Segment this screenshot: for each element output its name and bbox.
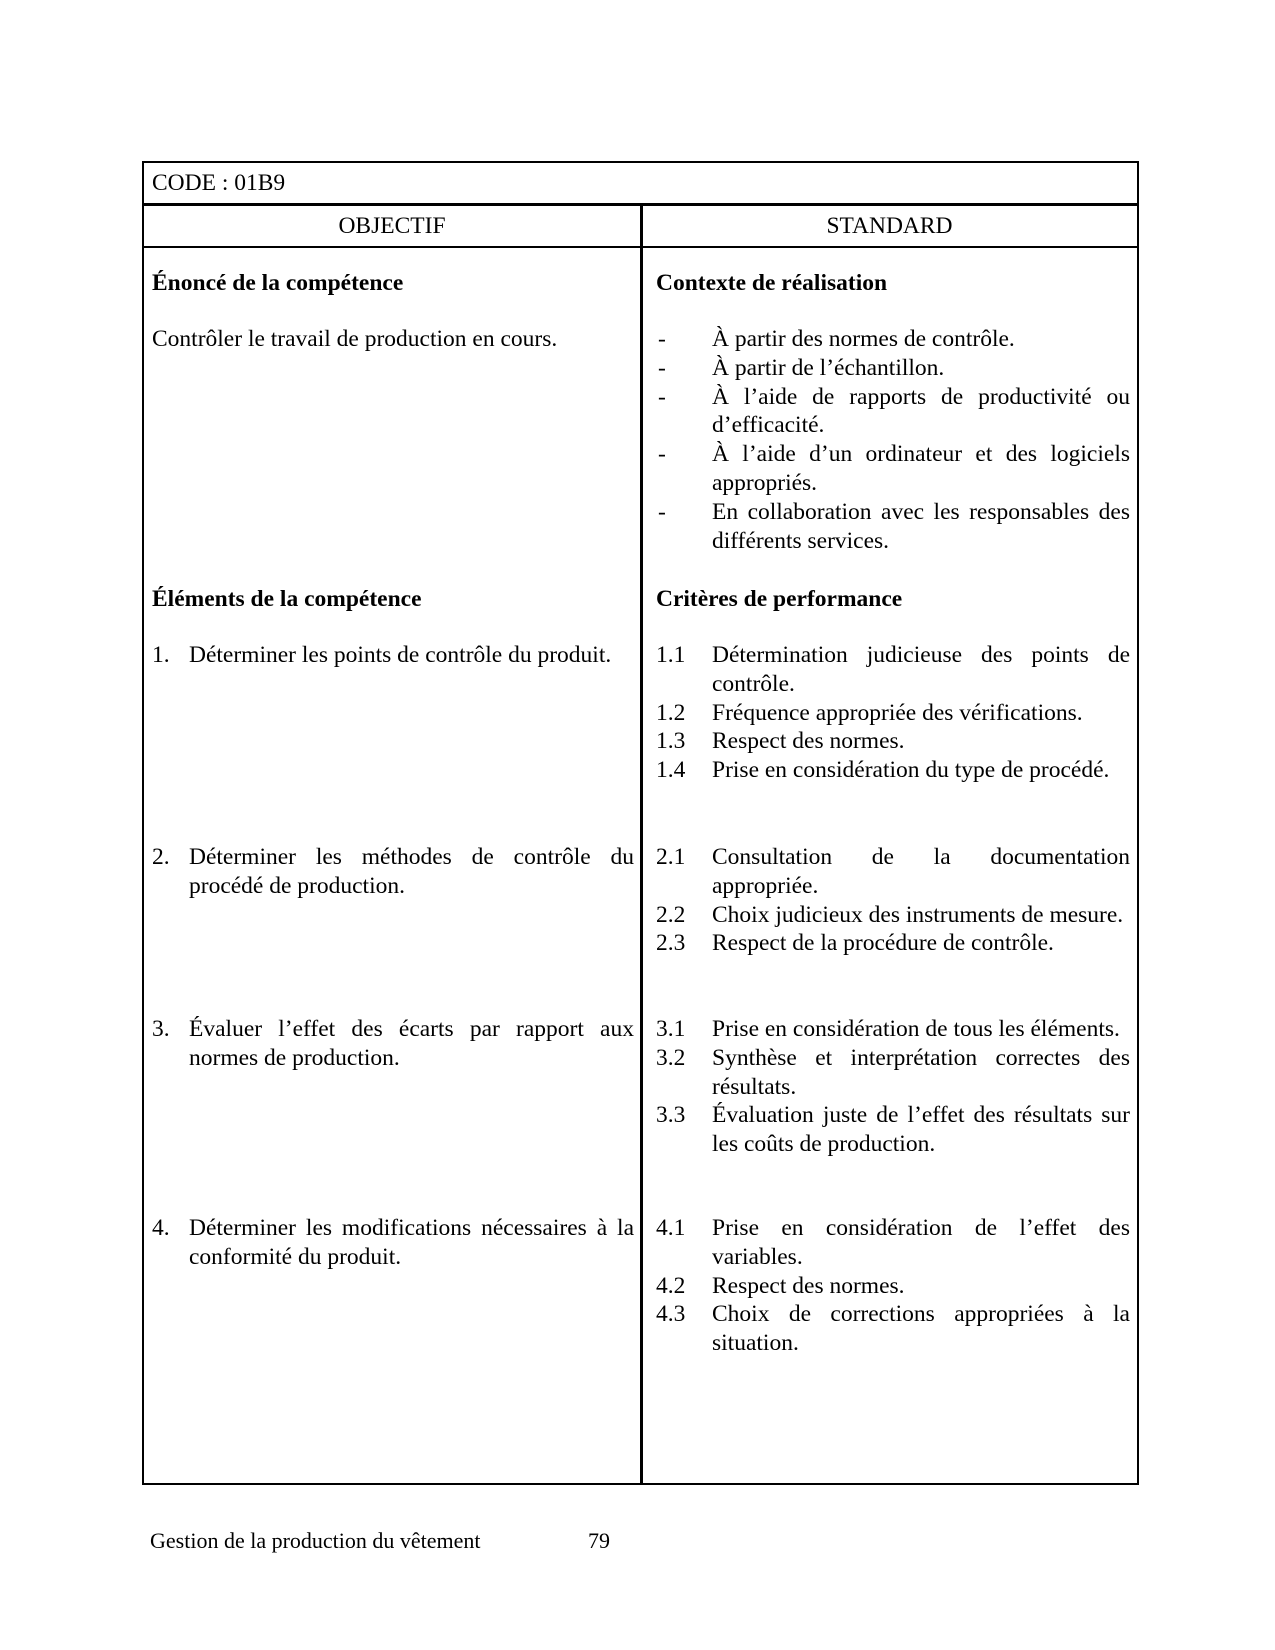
- critere-number: 2.3: [656, 930, 686, 957]
- contexte-item: [656, 354, 1130, 383]
- critere-item: [656, 929, 1130, 958]
- critere-text: Détermination judicieuse des points de contrôle.: [712, 642, 1130, 697]
- dash-bullet: -: [658, 441, 666, 468]
- critere-item: [656, 843, 1130, 901]
- critere-number: 3.3: [656, 1102, 686, 1129]
- critere-text: Prise en considération du type de procédé.: [712, 757, 1110, 784]
- critere-number: 1.1: [656, 642, 686, 668]
- critere-item: [656, 1044, 1130, 1102]
- criteres-group-3: [656, 1015, 1130, 1159]
- contexte-item: [656, 440, 1130, 498]
- critere-number: 2.2: [656, 901, 686, 928]
- critere-item: [656, 1214, 1130, 1272]
- critere-item: [656, 1300, 1130, 1358]
- critere-number: 4.3: [656, 1301, 686, 1328]
- element-item: [152, 843, 634, 901]
- critere-number: 2.1: [656, 844, 686, 870]
- critere-number: 1.3: [656, 728, 686, 755]
- enonce-heading: Énoncé de la compétence: [152, 270, 404, 296]
- contexte-item-text: À partir de l’échantillon.: [712, 354, 945, 381]
- critere-text: Choix judicieux des instruments de mesure.: [712, 901, 1124, 928]
- critere-text: Respect des normes.: [712, 728, 905, 755]
- element-number: 4.: [152, 1215, 170, 1241]
- critere-number: 4.1: [656, 1215, 686, 1241]
- header-objectif: OBJECTIF: [338, 213, 446, 239]
- contexte-heading: Contexte de réalisation: [656, 270, 888, 296]
- contexte-item: [656, 325, 1130, 354]
- enonce-text: Contrôler le travail de production en cours.: [152, 326, 558, 352]
- critere-item: [656, 756, 1130, 785]
- critere-number: 3.2: [656, 1044, 686, 1071]
- page-number: 79: [588, 1528, 610, 1553]
- critere-text: Synthèse et interprétation correctes des résultats.: [712, 1044, 1130, 1100]
- footer-title: Gestion de la production du vêtement: [150, 1528, 481, 1553]
- critere-item: [656, 727, 1130, 756]
- header-standard: STANDARD: [826, 213, 953, 239]
- element-item: [152, 641, 634, 670]
- element-text: Évaluer l’effet des écarts par rapport aux normes de production.: [189, 1016, 634, 1071]
- critere-number: 1.2: [656, 699, 686, 726]
- element-item: [152, 1214, 634, 1272]
- element-number: 2.: [152, 844, 170, 870]
- contexte-item-text: En collaboration avec les responsables des différents services.: [712, 498, 1130, 554]
- critere-text: Choix de corrections appropriées à la situation.: [712, 1301, 1130, 1357]
- contexte-item: [656, 498, 1130, 556]
- code-row: [144, 163, 1137, 206]
- critere-text: Consultation de la documentation appropriée.: [712, 844, 1130, 899]
- dash-bullet: -: [658, 354, 666, 381]
- critere-item: [656, 641, 1130, 699]
- critere-item: [656, 699, 1130, 728]
- element-number: 3.: [152, 1016, 170, 1042]
- dash-bullet: -: [658, 383, 666, 410]
- critere-text: Évaluation juste de l’effet des résultats sur les coûts de production.: [712, 1102, 1130, 1158]
- critere-item: [656, 1101, 1130, 1159]
- dash-bullet: -: [658, 326, 666, 352]
- competency-table: [142, 161, 1139, 1485]
- element-text: Déterminer les points de contrôle du produit.: [189, 642, 612, 668]
- criteres-group-1: [656, 641, 1130, 785]
- critere-text: Fréquence appropriée des vérifications.: [712, 699, 1083, 726]
- critere-text: Respect des normes.: [712, 1272, 905, 1299]
- critere-item: [656, 1272, 1130, 1301]
- elements-heading: Éléments de la compétence: [152, 586, 422, 612]
- element-number: 1.: [152, 642, 170, 668]
- critere-text: Prise en considération de tous les éléments.: [712, 1016, 1120, 1042]
- element-item: [152, 1015, 634, 1073]
- critere-number: 3.1: [656, 1016, 686, 1042]
- criteres-group-4: [656, 1214, 1130, 1358]
- contexte-item-text: À l’aide de rapports de productivité ou d’efficacité.: [712, 383, 1130, 439]
- code-label: CODE : 01B9: [152, 170, 286, 196]
- criteres-heading: Critères de performance: [656, 586, 903, 612]
- critere-number: 4.2: [656, 1272, 686, 1299]
- critere-item: [656, 901, 1130, 930]
- contexte-item-text: À l’aide d’un ordinateur et des logiciels appropriés.: [712, 441, 1130, 496]
- critere-number: 1.4: [656, 757, 686, 784]
- contexte-item-text: À partir des normes de contrôle.: [712, 326, 1015, 352]
- element-text: Déterminer les méthodes de contrôle du procédé de production.: [189, 844, 634, 899]
- critere-text: Prise en considération de l’effet des variables.: [712, 1215, 1130, 1270]
- contexte-item: [656, 383, 1130, 441]
- critere-item: [656, 1015, 1130, 1044]
- contexte-list: [656, 325, 1130, 555]
- critere-text: Respect de la procédure de contrôle.: [712, 930, 1054, 957]
- criteres-group-2: [656, 843, 1130, 958]
- element-text: Déterminer les modifications nécessaires à la conformité du produit.: [189, 1215, 634, 1270]
- column-divider: [640, 206, 643, 1483]
- dash-bullet: -: [658, 498, 666, 525]
